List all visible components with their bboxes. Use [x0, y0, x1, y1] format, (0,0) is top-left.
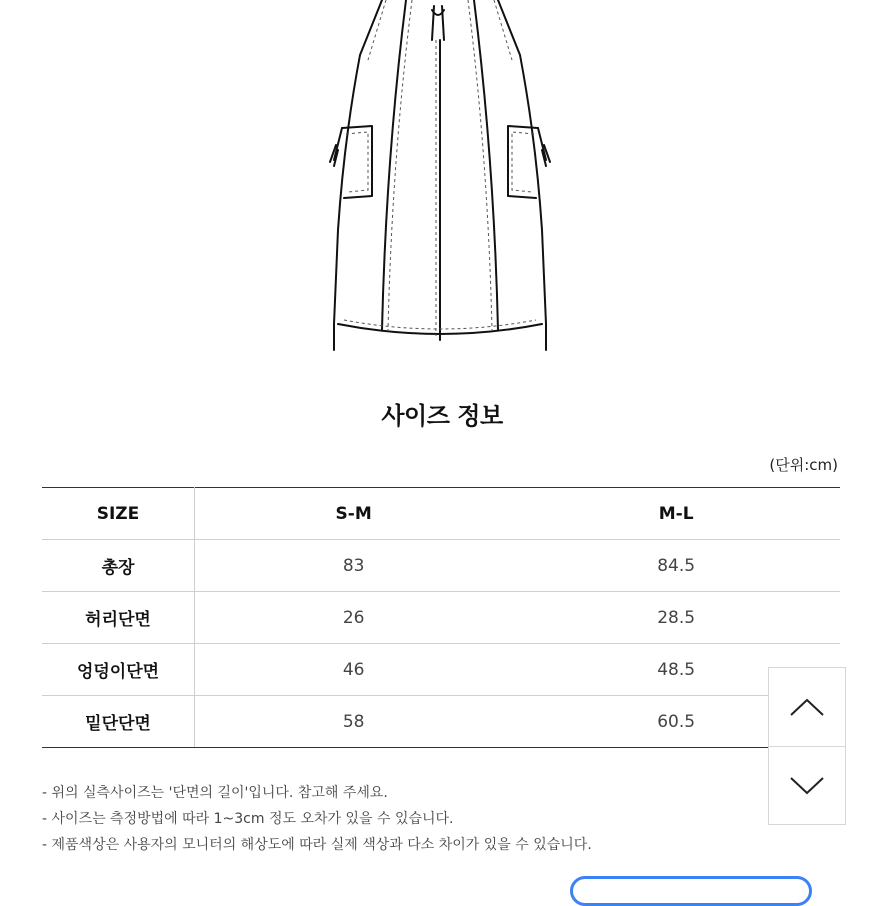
table-row [42, 592, 840, 644]
row-label: 밑단단면 [42, 696, 195, 748]
table-header-row [42, 488, 840, 540]
header-size-label: SIZE [42, 488, 195, 540]
table-cell: 28.5 [512, 592, 840, 644]
header-size-s-m: S-M [195, 488, 513, 540]
unit-label: (단위:cm) [769, 456, 838, 474]
table-row [42, 540, 840, 592]
chevron-down-icon [787, 774, 827, 798]
row-label: 허리단면 [42, 592, 195, 644]
table-cell: 26 [195, 592, 513, 644]
page-title: 사이즈 정보 [381, 402, 503, 430]
table-row [42, 644, 840, 696]
note-line: - 사이즈는 측정방법에 따라 1~3cm 정도 오차가 있을 수 있습니다. [42, 811, 454, 827]
row-label: 총장 [42, 540, 195, 592]
scroll-controls [768, 667, 846, 825]
note-line: - 위의 실측사이즈는 '단면의 길이'입니다. 참고해 주세요. [42, 785, 388, 801]
table-cell: 83 [195, 540, 513, 592]
size-notes [42, 780, 592, 858]
table-cell: 84.5 [512, 540, 840, 592]
note-line: - 제품색상은 사용자의 모니터의 해상도에 따라 실제 색상과 다소 차이가 있을 수 있습니다. [42, 837, 592, 853]
header-size-m-l: M-L [512, 488, 840, 540]
scroll-down-button[interactable] [769, 747, 845, 825]
row-label: 엉덩이단면 [42, 644, 195, 696]
chevron-up-icon [787, 695, 827, 719]
table-cell: 60.5 [512, 696, 840, 748]
skirt-illustration [320, 0, 560, 356]
table-cell: 48.5 [512, 644, 840, 696]
size-table [42, 487, 840, 748]
table-cell: 46 [195, 644, 513, 696]
scroll-up-button[interactable] [769, 668, 845, 747]
bottom-action-button[interactable] [570, 876, 812, 906]
table-row [42, 696, 840, 748]
table-cell: 58 [195, 696, 513, 748]
